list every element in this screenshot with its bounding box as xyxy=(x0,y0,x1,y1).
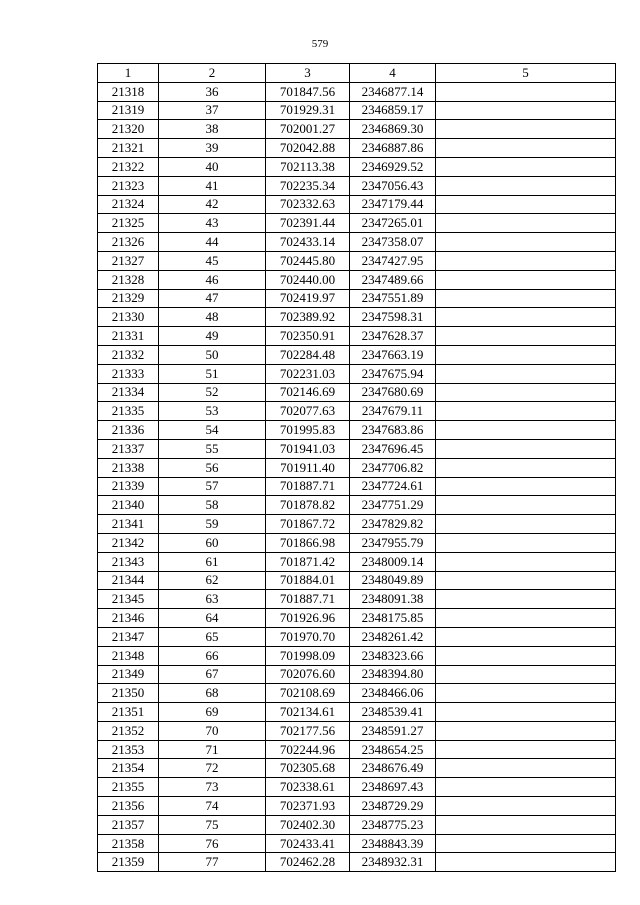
y-coordinate-cell: 2347427.95 xyxy=(350,251,436,270)
point-id-cell: 21324 xyxy=(98,195,159,214)
sequence-number-cell: 54 xyxy=(159,421,266,440)
table-row xyxy=(98,139,616,158)
table-row xyxy=(98,327,616,346)
sequence-number-cell: 56 xyxy=(159,458,266,477)
x-coordinate-cell: 702235.34 xyxy=(266,176,350,195)
note-cell xyxy=(436,270,616,289)
table-row xyxy=(98,815,616,834)
table-row xyxy=(98,759,616,778)
y-coordinate-cell: 2347696.45 xyxy=(350,439,436,458)
x-coordinate-cell: 702433.14 xyxy=(266,233,350,252)
x-coordinate-cell: 701970.70 xyxy=(266,627,350,646)
sequence-number-cell: 59 xyxy=(159,515,266,534)
point-id-cell: 21330 xyxy=(98,308,159,327)
sequence-number-cell: 39 xyxy=(159,139,266,158)
y-coordinate-cell: 2347056.43 xyxy=(350,176,436,195)
sequence-number-cell: 43 xyxy=(159,214,266,233)
sequence-number-cell: 53 xyxy=(159,402,266,421)
header-row xyxy=(98,64,616,83)
y-coordinate-cell: 2346869.30 xyxy=(350,120,436,139)
note-cell xyxy=(436,421,616,440)
note-cell xyxy=(436,496,616,515)
y-coordinate-cell: 2347683.86 xyxy=(350,421,436,440)
y-coordinate-cell: 2347679.11 xyxy=(350,402,436,421)
coordinates-table xyxy=(97,63,616,872)
y-coordinate-cell: 2346877.14 xyxy=(350,82,436,101)
y-coordinate-cell: 2347829.82 xyxy=(350,515,436,534)
table-row xyxy=(98,383,616,402)
sequence-number-cell: 37 xyxy=(159,101,266,120)
point-id-cell: 21336 xyxy=(98,421,159,440)
x-coordinate-cell: 702445.80 xyxy=(266,251,350,270)
column-header-4: 4 xyxy=(350,64,436,83)
y-coordinate-cell: 2348676.49 xyxy=(350,759,436,778)
table-row xyxy=(98,195,616,214)
x-coordinate-cell: 701887.71 xyxy=(266,477,350,496)
x-coordinate-cell: 702391.44 xyxy=(266,214,350,233)
point-id-cell: 21356 xyxy=(98,797,159,816)
point-id-cell: 21342 xyxy=(98,533,159,552)
table-row xyxy=(98,402,616,421)
point-id-cell: 21349 xyxy=(98,665,159,684)
sequence-number-cell: 55 xyxy=(159,439,266,458)
point-id-cell: 21333 xyxy=(98,364,159,383)
x-coordinate-cell: 701866.98 xyxy=(266,533,350,552)
table-row xyxy=(98,101,616,120)
sequence-number-cell: 40 xyxy=(159,157,266,176)
y-coordinate-cell: 2347663.19 xyxy=(350,345,436,364)
point-id-cell: 21329 xyxy=(98,289,159,308)
y-coordinate-cell: 2347489.66 xyxy=(350,270,436,289)
point-id-cell: 21319 xyxy=(98,101,159,120)
note-cell xyxy=(436,195,616,214)
note-cell xyxy=(436,82,616,101)
sequence-number-cell: 45 xyxy=(159,251,266,270)
x-coordinate-cell: 702076.60 xyxy=(266,665,350,684)
point-id-cell: 21353 xyxy=(98,740,159,759)
column-header-1: 1 xyxy=(98,64,159,83)
note-cell xyxy=(436,571,616,590)
x-coordinate-cell: 702338.61 xyxy=(266,778,350,797)
note-cell xyxy=(436,364,616,383)
table-row xyxy=(98,703,616,722)
sequence-number-cell: 64 xyxy=(159,609,266,628)
x-coordinate-cell: 701884.01 xyxy=(266,571,350,590)
note-cell xyxy=(436,797,616,816)
x-coordinate-cell: 702134.61 xyxy=(266,703,350,722)
y-coordinate-cell: 2348261.42 xyxy=(350,627,436,646)
table-row xyxy=(98,533,616,552)
table-row xyxy=(98,176,616,195)
table-row xyxy=(98,345,616,364)
note-cell xyxy=(436,157,616,176)
y-coordinate-cell: 2347358.07 xyxy=(350,233,436,252)
sequence-number-cell: 75 xyxy=(159,815,266,834)
point-id-cell: 21352 xyxy=(98,721,159,740)
table-row xyxy=(98,665,616,684)
x-coordinate-cell: 701911.40 xyxy=(266,458,350,477)
sequence-number-cell: 50 xyxy=(159,345,266,364)
table-body xyxy=(98,82,616,871)
note-cell xyxy=(436,214,616,233)
point-id-cell: 21338 xyxy=(98,458,159,477)
x-coordinate-cell: 702284.48 xyxy=(266,345,350,364)
note-cell xyxy=(436,139,616,158)
y-coordinate-cell: 2347265.01 xyxy=(350,214,436,233)
table-row xyxy=(98,214,616,233)
point-id-cell: 21339 xyxy=(98,477,159,496)
note-cell xyxy=(436,308,616,327)
x-coordinate-cell: 702332.63 xyxy=(266,195,350,214)
sequence-number-cell: 66 xyxy=(159,646,266,665)
note-cell xyxy=(436,665,616,684)
sequence-number-cell: 44 xyxy=(159,233,266,252)
note-cell xyxy=(436,703,616,722)
point-id-cell: 21322 xyxy=(98,157,159,176)
note-cell xyxy=(436,740,616,759)
y-coordinate-cell: 2347598.31 xyxy=(350,308,436,327)
table-row xyxy=(98,308,616,327)
y-coordinate-cell: 2348394.80 xyxy=(350,665,436,684)
sequence-number-cell: 63 xyxy=(159,590,266,609)
y-coordinate-cell: 2347675.94 xyxy=(350,364,436,383)
sequence-number-cell: 46 xyxy=(159,270,266,289)
x-coordinate-cell: 702419.97 xyxy=(266,289,350,308)
x-coordinate-cell: 702077.63 xyxy=(266,402,350,421)
x-coordinate-cell: 702244.96 xyxy=(266,740,350,759)
y-coordinate-cell: 2347706.82 xyxy=(350,458,436,477)
x-coordinate-cell: 702177.56 xyxy=(266,721,350,740)
point-id-cell: 21323 xyxy=(98,176,159,195)
table-row xyxy=(98,778,616,797)
x-coordinate-cell: 702350.91 xyxy=(266,327,350,346)
point-id-cell: 21343 xyxy=(98,552,159,571)
point-id-cell: 21346 xyxy=(98,609,159,628)
x-coordinate-cell: 702402.30 xyxy=(266,815,350,834)
y-coordinate-cell: 2347179.44 xyxy=(350,195,436,214)
sequence-number-cell: 52 xyxy=(159,383,266,402)
table-row xyxy=(98,458,616,477)
sequence-number-cell: 74 xyxy=(159,797,266,816)
point-id-cell: 21348 xyxy=(98,646,159,665)
sequence-number-cell: 42 xyxy=(159,195,266,214)
table-row xyxy=(98,552,616,571)
point-id-cell: 21331 xyxy=(98,327,159,346)
x-coordinate-cell: 702371.93 xyxy=(266,797,350,816)
table-row xyxy=(98,82,616,101)
point-id-cell: 21341 xyxy=(98,515,159,534)
y-coordinate-cell: 2348843.39 xyxy=(350,834,436,853)
table-row xyxy=(98,740,616,759)
x-coordinate-cell: 701941.03 xyxy=(266,439,350,458)
table-row xyxy=(98,590,616,609)
point-id-cell: 21325 xyxy=(98,214,159,233)
table-row xyxy=(98,270,616,289)
x-coordinate-cell: 702305.68 xyxy=(266,759,350,778)
table-row xyxy=(98,834,616,853)
x-coordinate-cell: 701847.56 xyxy=(266,82,350,101)
y-coordinate-cell: 2348466.06 xyxy=(350,684,436,703)
y-coordinate-cell: 2348175.85 xyxy=(350,609,436,628)
point-id-cell: 21358 xyxy=(98,834,159,853)
note-cell xyxy=(436,646,616,665)
point-id-cell: 21347 xyxy=(98,627,159,646)
note-cell xyxy=(436,515,616,534)
note-cell xyxy=(436,402,616,421)
sequence-number-cell: 62 xyxy=(159,571,266,590)
y-coordinate-cell: 2348932.31 xyxy=(350,853,436,872)
x-coordinate-cell: 701929.31 xyxy=(266,101,350,120)
y-coordinate-cell: 2348729.29 xyxy=(350,797,436,816)
sequence-number-cell: 70 xyxy=(159,721,266,740)
point-id-cell: 21335 xyxy=(98,402,159,421)
y-coordinate-cell: 2346929.52 xyxy=(350,157,436,176)
table-row xyxy=(98,251,616,270)
note-cell xyxy=(436,759,616,778)
note-cell xyxy=(436,458,616,477)
table-row xyxy=(98,646,616,665)
sequence-number-cell: 61 xyxy=(159,552,266,571)
x-coordinate-cell: 701867.72 xyxy=(266,515,350,534)
point-id-cell: 21337 xyxy=(98,439,159,458)
sequence-number-cell: 73 xyxy=(159,778,266,797)
table-row xyxy=(98,721,616,740)
sequence-number-cell: 36 xyxy=(159,82,266,101)
sequence-number-cell: 72 xyxy=(159,759,266,778)
y-coordinate-cell: 2348323.66 xyxy=(350,646,436,665)
y-coordinate-cell: 2348539.41 xyxy=(350,703,436,722)
x-coordinate-cell: 701871.42 xyxy=(266,552,350,571)
point-id-cell: 21359 xyxy=(98,853,159,872)
note-cell xyxy=(436,251,616,270)
sequence-number-cell: 49 xyxy=(159,327,266,346)
y-coordinate-cell: 2348009.14 xyxy=(350,552,436,571)
note-cell xyxy=(436,684,616,703)
point-id-cell: 21327 xyxy=(98,251,159,270)
sequence-number-cell: 60 xyxy=(159,533,266,552)
note-cell xyxy=(436,233,616,252)
table-row xyxy=(98,571,616,590)
y-coordinate-cell: 2348591.27 xyxy=(350,721,436,740)
point-id-cell: 21340 xyxy=(98,496,159,515)
point-id-cell: 21326 xyxy=(98,233,159,252)
point-id-cell: 21351 xyxy=(98,703,159,722)
note-cell xyxy=(436,176,616,195)
point-id-cell: 21318 xyxy=(98,82,159,101)
note-cell xyxy=(436,477,616,496)
table-row xyxy=(98,421,616,440)
sequence-number-cell: 65 xyxy=(159,627,266,646)
y-coordinate-cell: 2348775.23 xyxy=(350,815,436,834)
table-row xyxy=(98,477,616,496)
column-header-5: 5 xyxy=(436,64,616,83)
x-coordinate-cell: 702113.38 xyxy=(266,157,350,176)
sequence-number-cell: 51 xyxy=(159,364,266,383)
point-id-cell: 21355 xyxy=(98,778,159,797)
sequence-number-cell: 58 xyxy=(159,496,266,515)
point-id-cell: 21332 xyxy=(98,345,159,364)
y-coordinate-cell: 2347724.61 xyxy=(350,477,436,496)
page-number: 579 xyxy=(311,38,329,50)
note-cell xyxy=(436,853,616,872)
sequence-number-cell: 68 xyxy=(159,684,266,703)
x-coordinate-cell: 702042.88 xyxy=(266,139,350,158)
table-row xyxy=(98,233,616,252)
y-coordinate-cell: 2347628.37 xyxy=(350,327,436,346)
table-row xyxy=(98,439,616,458)
table-row xyxy=(98,853,616,872)
note-cell xyxy=(436,815,616,834)
y-coordinate-cell: 2348091.38 xyxy=(350,590,436,609)
note-cell xyxy=(436,533,616,552)
note-cell xyxy=(436,327,616,346)
table-row xyxy=(98,157,616,176)
point-id-cell: 21357 xyxy=(98,815,159,834)
table-row xyxy=(98,289,616,308)
point-id-cell: 21345 xyxy=(98,590,159,609)
note-cell xyxy=(436,101,616,120)
point-id-cell: 21350 xyxy=(98,684,159,703)
x-coordinate-cell: 702146.69 xyxy=(266,383,350,402)
x-coordinate-cell: 702001.27 xyxy=(266,120,350,139)
sequence-number-cell: 47 xyxy=(159,289,266,308)
x-coordinate-cell: 701998.09 xyxy=(266,646,350,665)
sequence-number-cell: 48 xyxy=(159,308,266,327)
sequence-number-cell: 71 xyxy=(159,740,266,759)
sequence-number-cell: 76 xyxy=(159,834,266,853)
sequence-number-cell: 67 xyxy=(159,665,266,684)
table-row xyxy=(98,797,616,816)
x-coordinate-cell: 701995.83 xyxy=(266,421,350,440)
column-header-2: 2 xyxy=(159,64,266,83)
y-coordinate-cell: 2347955.79 xyxy=(350,533,436,552)
table-row xyxy=(98,496,616,515)
sequence-number-cell: 41 xyxy=(159,176,266,195)
note-cell xyxy=(436,627,616,646)
y-coordinate-cell: 2346859.17 xyxy=(350,101,436,120)
note-cell xyxy=(436,383,616,402)
note-cell xyxy=(436,778,616,797)
x-coordinate-cell: 701926.96 xyxy=(266,609,350,628)
x-coordinate-cell: 702440.00 xyxy=(266,270,350,289)
table-row xyxy=(98,364,616,383)
y-coordinate-cell: 2347680.69 xyxy=(350,383,436,402)
table-row xyxy=(98,684,616,703)
point-id-cell: 21344 xyxy=(98,571,159,590)
table-row xyxy=(98,120,616,139)
y-coordinate-cell: 2347751.29 xyxy=(350,496,436,515)
y-coordinate-cell: 2346887.86 xyxy=(350,139,436,158)
x-coordinate-cell: 702462.28 xyxy=(266,853,350,872)
point-id-cell: 21334 xyxy=(98,383,159,402)
y-coordinate-cell: 2348049.89 xyxy=(350,571,436,590)
x-coordinate-cell: 702389.92 xyxy=(266,308,350,327)
note-cell xyxy=(436,552,616,571)
note-cell xyxy=(436,834,616,853)
sequence-number-cell: 77 xyxy=(159,853,266,872)
point-id-cell: 21354 xyxy=(98,759,159,778)
note-cell xyxy=(436,289,616,308)
note-cell xyxy=(436,439,616,458)
column-header-3: 3 xyxy=(266,64,350,83)
sequence-number-cell: 57 xyxy=(159,477,266,496)
x-coordinate-cell: 702433.41 xyxy=(266,834,350,853)
x-coordinate-cell: 702231.03 xyxy=(266,364,350,383)
x-coordinate-cell: 702108.69 xyxy=(266,684,350,703)
x-coordinate-cell: 701887.71 xyxy=(266,590,350,609)
point-id-cell: 21328 xyxy=(98,270,159,289)
point-id-cell: 21321 xyxy=(98,139,159,158)
y-coordinate-cell: 2348697.43 xyxy=(350,778,436,797)
x-coordinate-cell: 701878.82 xyxy=(266,496,350,515)
note-cell xyxy=(436,721,616,740)
note-cell xyxy=(436,345,616,364)
table-row xyxy=(98,627,616,646)
y-coordinate-cell: 2348654.25 xyxy=(350,740,436,759)
note-cell xyxy=(436,590,616,609)
sequence-number-cell: 69 xyxy=(159,703,266,722)
table-header xyxy=(98,64,616,83)
note-cell xyxy=(436,609,616,628)
table-row xyxy=(98,609,616,628)
point-id-cell: 21320 xyxy=(98,120,159,139)
y-coordinate-cell: 2347551.89 xyxy=(350,289,436,308)
table-row xyxy=(98,515,616,534)
note-cell xyxy=(436,120,616,139)
sequence-number-cell: 38 xyxy=(159,120,266,139)
